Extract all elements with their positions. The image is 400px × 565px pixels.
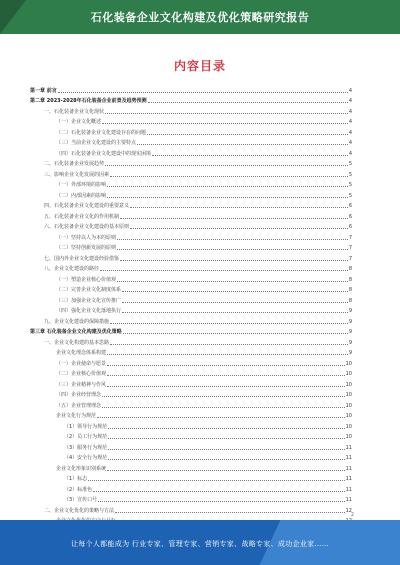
toc-entry[interactable]	[30, 482, 352, 493]
toc-entry-page: 4	[348, 108, 352, 115]
toc-leader-dots	[108, 428, 344, 429]
toc-entry-page: 11	[345, 476, 352, 482]
toc-entry[interactable]	[30, 178, 352, 189]
footer-banner	[0, 520, 400, 565]
toc-entry-label: （1）领导行为规范	[64, 423, 108, 430]
toc-entry[interactable]	[30, 283, 352, 294]
toc-entry-page: 11	[345, 486, 352, 493]
toc-leader-dots	[88, 480, 344, 481]
toc-entry[interactable]	[30, 262, 352, 273]
footer-slogan: 让每个人都能成为 行业专家、管理专家、营销专家、战略专家、成功企业家……	[70, 540, 330, 548]
toc-entry-page: 11	[345, 455, 352, 461]
toc-leader-dots	[123, 333, 348, 334]
toc-entry-page: 4	[348, 140, 352, 146]
toc-entry[interactable]	[30, 188, 352, 199]
toc-leader-dots	[107, 354, 348, 355]
toc-entry-label: （二）坚持创新发展的原则	[56, 245, 117, 251]
toc-entry-label: （四）石化装备企业文化建设中的现实困境	[56, 150, 152, 157]
toc-entry-page: 11	[345, 465, 352, 472]
toc-entry-label: （四）企业经营理念	[56, 392, 102, 398]
toc-entry[interactable]	[30, 94, 352, 105]
toc-entry-label: （2）员工行为规范	[64, 434, 108, 440]
toc-leader-dots	[108, 438, 344, 439]
toc-leader-dots	[117, 249, 348, 250]
toc-entry[interactable]	[30, 230, 352, 241]
toc-entry-label: 一、企业文化构建的基本思路	[44, 339, 110, 346]
toc-entry-label: 四、石化装备企业文化建设的重要意义	[44, 203, 130, 209]
toc-leader-dots	[102, 396, 345, 397]
toc-entry[interactable]	[30, 241, 352, 252]
toc-leader-dots	[122, 302, 348, 303]
toc-entry-label: （一）塑造企业核心价值观	[56, 276, 117, 283]
page-number: 2	[350, 512, 354, 518]
toc-entry[interactable]	[30, 493, 352, 504]
toc-entry-label: 一、石化装备企业文化现状	[44, 108, 105, 115]
toc-leader-dots	[107, 186, 348, 187]
toc-leader-dots	[120, 260, 348, 261]
toc-entry[interactable]	[30, 419, 352, 430]
toc-leader-dots	[122, 291, 348, 292]
toc-entry[interactable]	[30, 136, 352, 147]
toc-leader-dots	[107, 365, 345, 366]
toc-leader-dots	[110, 344, 348, 345]
toc-entry-page: 4	[348, 119, 352, 125]
toc-entry-label: （4）安全行为规范	[64, 455, 108, 461]
toc-entry[interactable]	[30, 335, 352, 346]
toc-entry-page: 10	[345, 392, 352, 398]
toc-entry[interactable]	[30, 220, 352, 231]
toc-leader-dots	[130, 207, 348, 208]
toc-entry-page: 10	[345, 434, 352, 440]
toc-leader-dots	[117, 281, 348, 282]
toc-entry-label: 五、石化装备企业文化的作用机制	[44, 213, 120, 220]
toc-entry-page: 8	[348, 297, 352, 304]
toc-entry-label: 二、企业文化优化的策略与方法	[44, 507, 115, 514]
toc-entry-page: 9	[348, 308, 352, 314]
toc-entry-label: 第一章 前言	[30, 87, 57, 94]
toc-leader-dots	[105, 165, 348, 166]
toc-entry-page: 5	[348, 192, 352, 199]
toc-entry[interactable]	[30, 115, 352, 126]
toc-entry-label: （二）完善企业文化制度体系	[56, 287, 122, 293]
toc-entry[interactable]	[30, 461, 352, 472]
toc-entry-label: 企业文化理念体系构建	[56, 350, 107, 356]
toc-entry-page: 9	[348, 329, 352, 335]
toc-entry[interactable]	[30, 440, 352, 451]
toc-leader-dots	[108, 449, 344, 450]
toc-entry[interactable]	[30, 388, 352, 399]
toc-entry-page: 7	[348, 245, 352, 251]
toc-leader-dots	[102, 407, 345, 408]
toc-entry-label: （四）强化企业文化落地执行	[56, 308, 122, 314]
toc-entry[interactable]	[30, 430, 352, 441]
toc-entry-page: 7	[348, 234, 352, 241]
toc-entry-label: （3）服务行为规范	[64, 444, 108, 451]
toc-leader-dots	[130, 228, 348, 229]
toc-entry-label: （二）石化装备企业文化建设存在的问题	[56, 129, 147, 136]
toc-entry[interactable]	[30, 293, 352, 304]
toc-entry-label: 七、国内外企业文化建设经验借鉴	[44, 255, 120, 262]
toc-entry-label: （一）企业使命与愿景	[56, 360, 107, 367]
toc-entry-label: 八、企业文化建设的路径	[44, 266, 100, 272]
toc-entry-page: 4	[348, 87, 352, 94]
toc-entry-label: （2）标准色	[64, 486, 93, 493]
toc-leader-dots	[108, 459, 344, 460]
toc-entry-page: 7	[348, 255, 352, 262]
toc-entry-label: 九、企业文化建设的保障措施	[44, 318, 110, 325]
toc-entry[interactable]	[30, 83, 352, 94]
toc-entry-label: （一）坚持以人为本的原则	[56, 234, 117, 241]
toc-entry-page: 9	[348, 339, 352, 346]
toc-leader-dots	[58, 92, 348, 93]
toc-entry-label: （二）内部因素的影响	[56, 192, 107, 199]
toc-leader-dots	[107, 386, 345, 387]
toc-leader-dots	[122, 312, 348, 313]
toc-entry[interactable]	[30, 314, 352, 325]
toc-leader-dots	[97, 417, 345, 418]
toc-entry[interactable]	[30, 157, 352, 168]
toc-leader-dots	[147, 134, 348, 135]
toc-entry-page: 10	[345, 371, 352, 377]
toc-leader-dots	[100, 270, 348, 271]
toc-entry-page: 12	[345, 507, 352, 514]
toc-entry[interactable]	[30, 356, 352, 367]
toc-entry[interactable]	[30, 251, 352, 262]
toc-entry-page: 6	[348, 203, 352, 209]
toc-entry-page: 8	[348, 266, 352, 272]
toc-entry[interactable]	[30, 125, 352, 136]
toc-entry-label: （三）加强企业文化宣传推广	[56, 297, 122, 304]
toc-entry-page: 10	[345, 423, 352, 430]
toc-entry-label: 第二章 2023-2028年石化装备企业前景及趋势预测	[30, 98, 147, 104]
toc-entry-label: （1）标志	[64, 476, 88, 482]
toc-entry-label: （一）外部环境的影响	[56, 182, 107, 188]
toc-entry-label: （3）宣传口号	[64, 497, 98, 503]
toc-entry[interactable]	[30, 272, 352, 283]
toc-entry-page: 4	[348, 98, 352, 104]
toc-entry[interactable]	[30, 167, 352, 178]
toc-leader-dots	[115, 512, 345, 513]
toc-entry-page: 9	[348, 350, 352, 356]
toc-leader-dots	[117, 239, 348, 240]
toc-entry[interactable]	[30, 325, 352, 336]
toc-leader-dots	[102, 123, 348, 124]
toc-entry-page: 11	[345, 497, 352, 503]
toc-entry-label: 企业文化行为规范	[56, 413, 97, 419]
toc-entry-page: 9	[348, 318, 352, 325]
toc-entry[interactable]	[30, 346, 352, 357]
toc-entry-page: 8	[348, 287, 352, 293]
toc-entry-page: 4	[348, 150, 352, 157]
toc-entry-page: 6	[348, 224, 352, 230]
toc-entry-label: （二）企业核心价值观	[56, 371, 107, 377]
toc-leader-dots	[107, 470, 345, 471]
toc-leader-dots	[137, 144, 348, 145]
toc-entry[interactable]	[30, 451, 352, 462]
report-title: 石化装备企业文化构建及优化策略研究报告	[90, 11, 310, 24]
toc-entry[interactable]	[30, 209, 352, 220]
toc-entry[interactable]	[30, 503, 352, 514]
toc-entry-label: 三、影响企业文化发展的因素	[44, 171, 110, 178]
toc-entry-page: 6	[348, 213, 352, 220]
toc-entry[interactable]	[30, 367, 352, 378]
toc-leader-dots	[152, 155, 348, 156]
toc-leader-dots	[105, 113, 348, 114]
toc-entry-page: 5	[348, 182, 352, 188]
report-header	[0, 0, 400, 34]
toc-entry-page: 10	[345, 360, 352, 367]
table-of-contents	[30, 83, 352, 524]
toc-entry-label: 二、石化装备企业发展趋势	[44, 161, 105, 167]
toc-entry-label: （五）企业管理理念	[56, 402, 102, 409]
toc-entry[interactable]	[30, 104, 352, 115]
toc-entry-page: 8	[348, 276, 352, 283]
toc-leader-dots	[110, 323, 348, 324]
toc-entry-page: 11	[345, 444, 352, 451]
toc-entry[interactable]	[30, 472, 352, 483]
toc-entry-page: 10	[345, 402, 352, 409]
toc-leader-dots	[107, 375, 345, 376]
toc-heading: 内容目录	[173, 59, 226, 73]
toc-entry-page: 5	[348, 161, 352, 167]
toc-entry-label: 六、石化装备企业文化建设的基本原则	[44, 224, 130, 230]
toc-entry[interactable]	[30, 409, 352, 420]
toc-entry-label: （一）企业文化概述	[56, 119, 102, 125]
toc-entry[interactable]	[30, 398, 352, 409]
toc-leader-dots	[98, 501, 344, 502]
toc-entry[interactable]	[30, 377, 352, 388]
toc-entry-page: 10	[345, 381, 352, 388]
toc-leader-dots	[93, 491, 344, 492]
toc-entry-page: 10	[345, 413, 352, 419]
toc-entry[interactable]	[30, 146, 352, 157]
toc-entry[interactable]	[30, 304, 352, 315]
toc-leader-dots	[107, 197, 348, 198]
toc-leader-dots	[120, 218, 348, 219]
toc-leader-dots	[148, 102, 348, 103]
toc-entry-label: 第三章 石化装备企业文化构建及优化策略	[30, 329, 122, 335]
toc-entry-label: （三）企业精神与作风	[56, 381, 107, 388]
toc-leader-dots	[110, 176, 348, 177]
toc-entry-label: 企业文化形象识别系统	[56, 465, 107, 472]
toc-entry[interactable]	[30, 199, 352, 210]
toc-entry-page: 4	[348, 129, 352, 136]
toc-entry-label: （三）当前企业文化建设的主要特点	[56, 140, 137, 146]
toc-entry-page: 5	[348, 171, 352, 178]
